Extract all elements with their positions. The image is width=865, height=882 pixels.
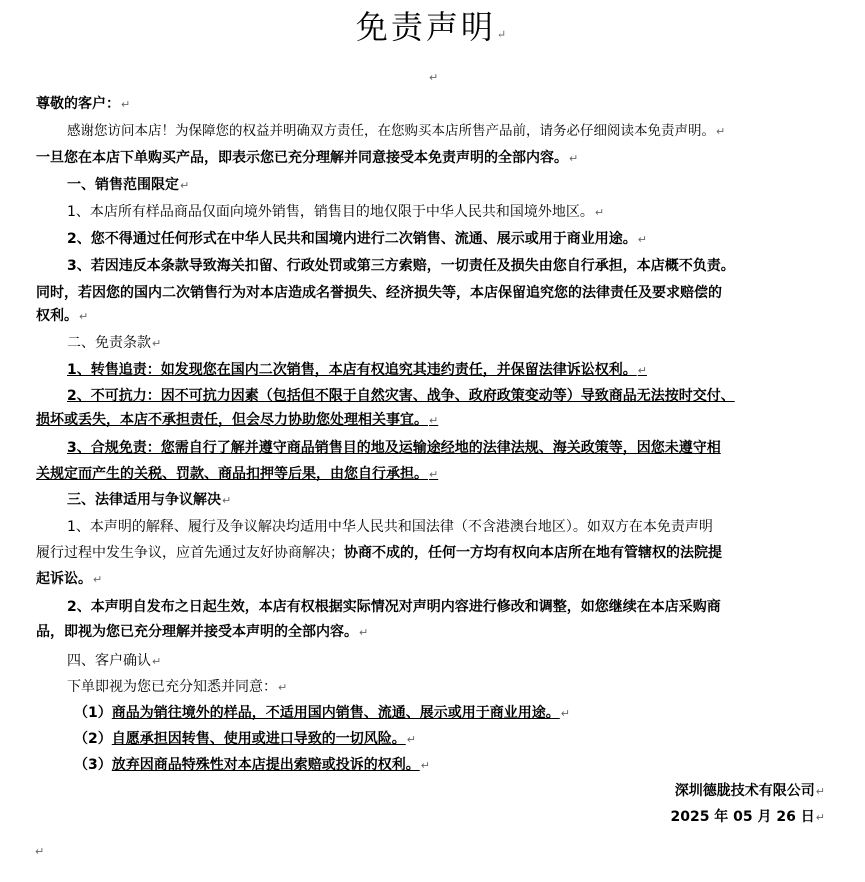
section-3-item-2-line-2: 品，即视为您已充分理解并接受本声明的全部内容。↵ bbox=[36, 624, 369, 640]
section-1-heading: 一、销售范围限定↵ bbox=[67, 177, 190, 193]
confirm-item-3: （3）放弃因商品特殊性对本店提出索赔或投诉的权利。↵ bbox=[74, 757, 430, 773]
document-title: 免责声明↵ bbox=[355, 8, 510, 46]
section-3-item-1-line-2: 履行过程中发生争议，应首先通过友好协商解决；协商不成的，任何一方均有权向本店所在地有管辖权的法院提 bbox=[36, 545, 722, 561]
section-2-item-2-line-1: 2、不可抗力：因不可抗力因素（包括但不限于自然灾害、战争、政府政策变动等）导致商品无法按时交付、 bbox=[67, 388, 735, 404]
section-4-lead: 下单即视为您已充分知悉并同意：↵ bbox=[67, 679, 288, 695]
section-2-item-1: 1、转售追责：如发现您在国内二次销售，本店有权追究其违约责任，并保留法律诉讼权利。↵ bbox=[67, 362, 647, 378]
confirm-item-1: （1）商品为销往境外的样品，不适用国内销售、流通、展示或用于商业用途。↵ bbox=[74, 705, 570, 721]
blank-paragraph: ↵ bbox=[429, 71, 439, 84]
signature-date: 2025 年 05 月 26 日↵ bbox=[670, 809, 825, 825]
trailing-paragraph-mark: ↵ bbox=[35, 845, 45, 858]
section-2-item-2-line-2: 损坏或丢失，本店不承担责任，但会尽力协助您处理相关事宜。↵ bbox=[36, 412, 439, 428]
section-2-heading: 二、免责条款↵ bbox=[67, 335, 162, 351]
section-3-item-1-line-3: 起诉讼。↵ bbox=[36, 571, 103, 587]
section-2-item-3-line-1: 3、合规免责：您需自行了解并遵守商品销售目的地及运输途经地的法律法规、海关政策等，因您未遵守相 bbox=[67, 440, 721, 456]
paragraph-mark: ↵ bbox=[496, 28, 510, 41]
section-3-heading: 三、法律适用与争议解决↵ bbox=[67, 492, 232, 508]
section-1-item-3-line-3: 权利。↵ bbox=[36, 308, 89, 324]
section-2-item-3-line-2: 关规定而产生的关税、罚款、商品扣押等后果，由您自行承担。↵ bbox=[36, 466, 439, 482]
company-signature: 深圳德胧技术有限公司↵ bbox=[674, 783, 825, 799]
section-1-item-3-line-2: 同时，若因您的国内二次销售行为对本店造成名誉损失、经济损失等，本店保留追究您的法律责任及要求赔偿的 bbox=[36, 285, 722, 301]
section-1-item-3-line-1: 3、若因违反本条款导致海关扣留、行政处罚或第三方索赔，一切责任及损失由您自行承担，本店概不负责。 bbox=[67, 258, 735, 274]
intro-line-1: 感谢您访问本店！为保障您的权益并明确双方责任，在您购买本店所售产品前，请务必仔细阅读本免责声明。↵ bbox=[67, 123, 726, 139]
salutation: 尊敬的客户：↵ bbox=[36, 96, 131, 112]
section-1-item-2: 2、您不得通过任何形式在中华人民共和国境内进行二次销售、流通、展示或用于商业用途。↵ bbox=[67, 231, 647, 247]
confirm-item-2: （2）自愿承担因转售、使用或进口导致的一切风险。↵ bbox=[74, 731, 416, 747]
section-4-heading: 四、客户确认↵ bbox=[67, 653, 162, 669]
section-3-item-1-line-1: 1、本声明的解释、履行及争议解决均适用中华人民共和国法律（不含港澳台地区）。如双方在本免责声明 bbox=[67, 519, 713, 535]
section-1-item-1: 1、本店所有样品商品仅面向境外销售，销售目的地仅限于中华人民共和国境外地区。↵ bbox=[67, 204, 605, 220]
section-3-item-2-line-1: 2、本声明自发布之日起生效，本店有权根据实际情况对声明内容进行修改和调整，如您继续在本店采购商 bbox=[67, 599, 721, 615]
intro-line-2: 一旦您在本店下单购买产品，即表示您已充分理解并同意接受本免责声明的全部内容。↵ bbox=[36, 150, 579, 166]
